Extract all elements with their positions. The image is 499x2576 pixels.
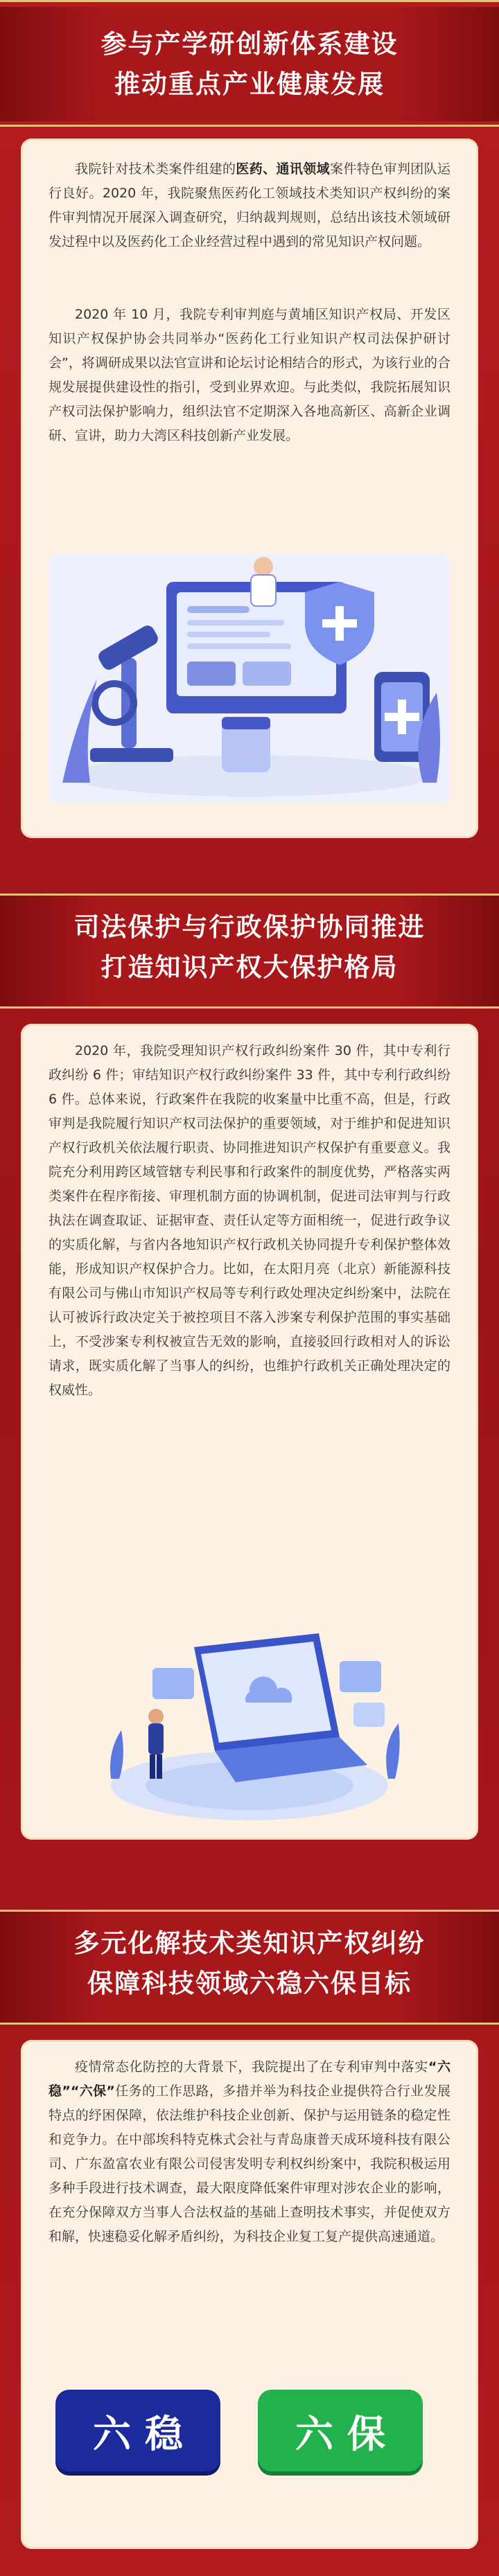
- leaf-icon: [386, 1723, 400, 1779]
- divider: [0, 2023, 499, 2025]
- paragraph: [49, 157, 450, 254]
- section-header-2: [0, 896, 499, 1006]
- window-icon: [340, 1661, 381, 1692]
- section-title-line1: 参与产学研创新体系建设: [100, 29, 399, 59]
- liubao-badge: 六保: [258, 2390, 423, 2471]
- section-title-line2: 保障科技领域六稳六保目标: [87, 1969, 412, 1998]
- section-title-line1: 司法保护与行政保护协同推进: [73, 912, 426, 942]
- leaf-icon: [110, 1730, 123, 1779]
- liuwen-badge: 六稳: [55, 2390, 220, 2471]
- bold-text: “六稳”“六保”: [49, 2059, 450, 2099]
- paragraph: [49, 2055, 450, 2249]
- section-title-line2: 打造知识产权大保护格局: [100, 952, 399, 982]
- laptop-illustration: [90, 1619, 409, 1827]
- section-header-1: [0, 0, 499, 128]
- content-card-2: [21, 1024, 478, 1840]
- content-card-3: [21, 2040, 478, 2549]
- window-icon: [353, 1703, 385, 1727]
- text: 我院针对技术类案件组建的: [75, 161, 236, 177]
- header-band: [0, 7, 499, 121]
- bold-text: 通讯领域: [276, 161, 331, 177]
- text: 疫情常态化防控的大背景下，我院提出了在专利审判中落实: [75, 2059, 428, 2075]
- content-card-1: [21, 139, 478, 838]
- bold-text: 医药、: [236, 161, 277, 177]
- window-icon: [152, 1668, 194, 1699]
- paragraph: 2020 年 10 月，我院专利审判庭与黄埔区知识产权局、开发区知识产权保护协会共同举办“医药化工行业知识产权司法保护研讨会”，将调研成果以法官宣讲和论坛讨论相结合的形式，为该行业的合规发展提供建设性的指引，受到业界欢迎。与此类似，我院拓展知识产权司法保护影响力，组织法官不定期深入各地高新区、高新企业调研、宣讲，助力大湾区科技创新产业发展。: [49, 307, 450, 443]
- divider: [0, 125, 499, 127]
- medicine-lab-illustration: [49, 554, 450, 803]
- divider: [0, 1006, 499, 1009]
- section-title-line1: 多元化解技术类知识产权纠纷: [73, 1928, 426, 1958]
- text: 任务的工作思路，多措并举为科技企业提供符合行业发展特点的纾困保障，依法维护科技企业创新、保护与运用链条的稳定性和竞争力。在中部埃科特克株式会社与青岛康普天成环境科技有限公司、广东盈富农业有限公司侵害发明专利权纠纷案中，我院积极运用多种手段进行技术调查，最大限度降低案件审理对涉农企业的影响，在充分保障双方当事人合法权益的基础上查明技术事实，并促使双方和解，快速稳妥化解矛盾纠纷，为科技企业复工复产提供高速通道。: [49, 2084, 450, 2244]
- section-title-line2: 推动重点产业健康发展: [114, 69, 385, 99]
- section-header-3: [0, 1912, 499, 2023]
- doctor-icon: [254, 557, 273, 576]
- paragraph: 2020 年，我院受理知识产权行政纠纷案件 30 件，其中专利行政纠纷 6 件；审结知识产权行政纠纷案件 33 件，其中专利行政纠纷 6 件。总体来说，行政案件在我院的收案量中比重不高，但是，行政审判是我院履行知识产权司法保护的重要领域，对于维护和促进知识产权行政机关依法履行职责、协同推进知识产权保护有重要意义。我院充分利用跨区域管辖专利民事和行政案件的制度优势，严格落实两类案件在程序衔接、审理机制方面的协调机制，促进司法审判与行政执法在调查取证、证据审查、责任认定等方面相统一，促进行政争议的实质化解，与省内各地知识产权行政机关协同提升专利保护整体效能，形成知识产权保护合力。比如，在太阳月亮（北京）新能源科技有限公司与佛山市知识产权局等专利行政处理决定纠纷案中，法院在认可被诉行政决定关于被控项目不落入涉案专利保护范围的事实基础上，不受涉案专利权被宣告无效的影响，直接驳回行政相对人的诉讼请求，既实质化解了当事人的纠纷，也维护行政机关正确处理决定的权威性。: [49, 1043, 450, 1398]
- text: 案件特色审判团队运行良好。2020 年，我院聚焦医药化工领域技术类知识产权纠纷的案件审判情况开展深入调查研究，归纳裁判规则，总结出该技术领域研发过程中以及医药化工企业经营过程中遇到的常见知识产权问题。: [49, 161, 450, 249]
